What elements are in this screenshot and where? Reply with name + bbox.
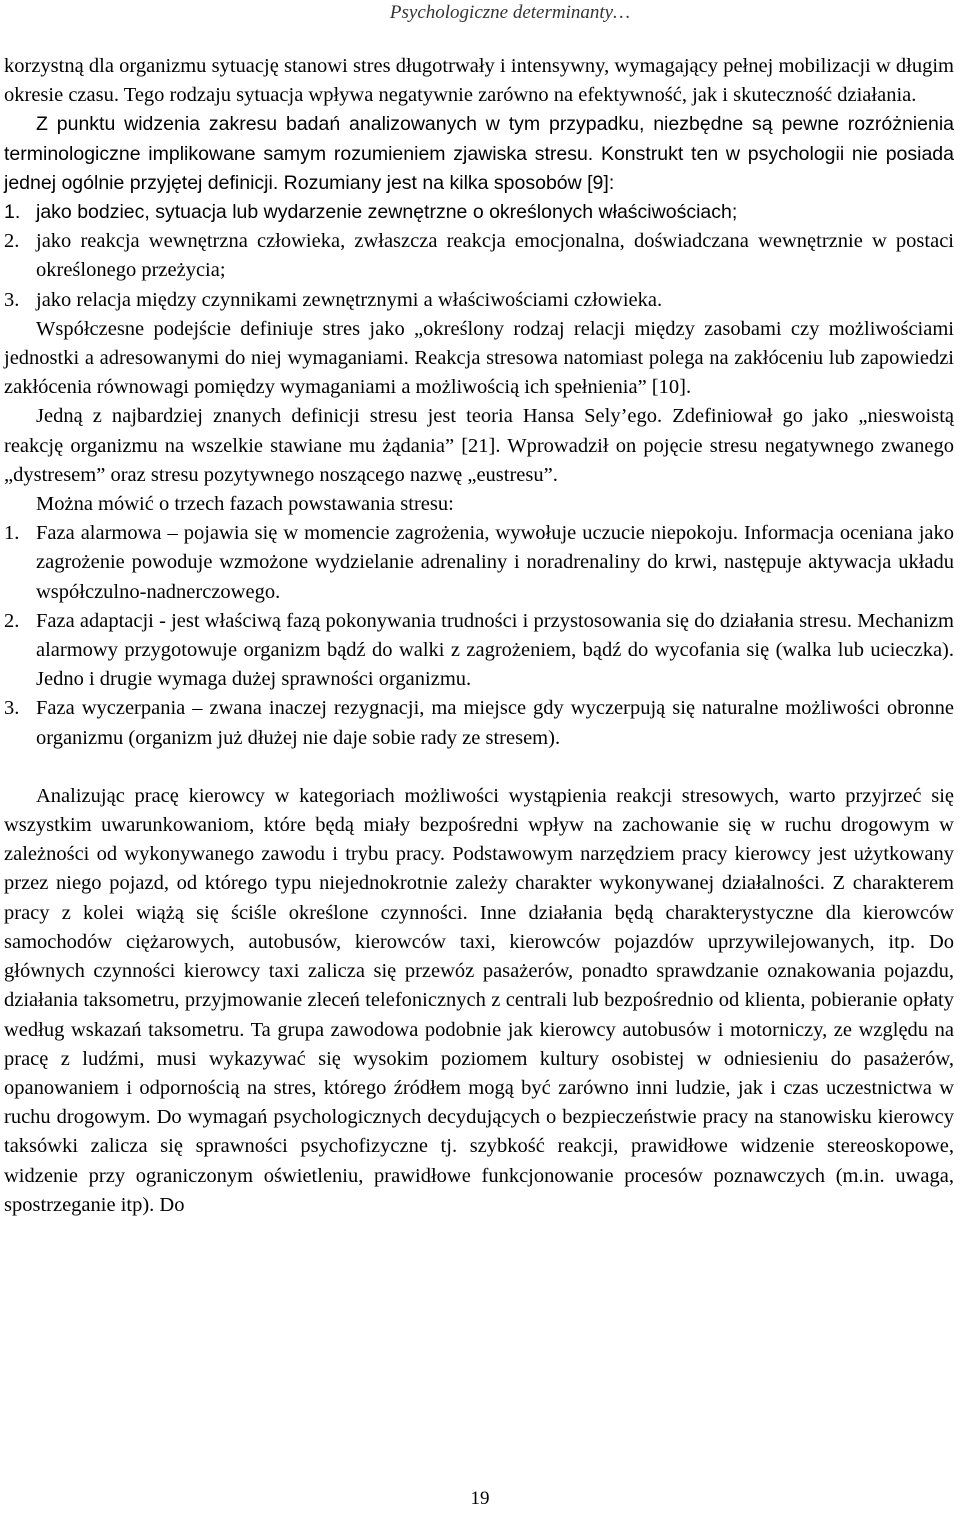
list-item-number: 3.	[4, 697, 20, 720]
paragraph-intro: korzystną dla organizmu sytuację stanowi stres długotrwały i intensywny, wymagający pełnej mobilizacji w długim okresie czasu. Tego rodzaju sytuacja wpływa negatywnie zarówno na efektywność, jak i skuteczność działania.	[4, 55, 954, 107]
list-item-number: 1.	[4, 522, 20, 545]
stress-phases-list	[4, 519, 954, 753]
list-item-text: Faza alarmowa – pojawia się w momencie zagrożenia, wywołuje uczucie niepokoju. Informacja oceniana jako zagrożenie powoduje wzmożone wydzielanie adrenaliny i noradrenaliny do krwi, następuje aktywacja układu współczulno-nadnerczowego.	[36, 522, 954, 603]
list-item-number: 2.	[4, 609, 20, 632]
list-item	[4, 519, 954, 607]
list-item-text: jako bodziec, sytuacja lub wydarzenie zewnętrzne o określonych właściwościach;	[36, 201, 738, 224]
list-item-text: Faza wyczerpania – zwana inaczej rezygnacji, ma miejsce gdy wyczerpują się naturalne możliwości obronne organizmu (organizm już dłużej nie daje sobie rady ze stresem).	[36, 697, 954, 749]
body-text	[4, 52, 954, 1220]
list-item-text: jako reakcja wewnętrzna człowieka, zwłaszcza reakcja emocjonalna, doświadczana wewnętrznie w postaci określonego przeżycia;	[36, 230, 954, 282]
list-item	[4, 694, 954, 752]
paragraph-phases-intro: Można mówić o trzech fazach powstawania stresu:	[36, 493, 454, 516]
paragraph-spacer	[4, 753, 954, 782]
paragraph-modern-approach: Współczesne podejście definiuje stres jako „określony rodzaj relacji między zasobami czy możliwościami jednostki a adresowanymi do niej wymaganiami. Reakcja stresowa natomiast polega na zakłóceniu lub zapowiedzi zakłócenia równowagi pomiędzy wymaganiami a możliwością ich spełnienia” [10].	[4, 317, 954, 399]
list-item	[4, 286, 954, 315]
running-header: Psychologiczne determinanty…	[389, 2, 630, 23]
paragraph-definitions: Z punktu widzenia zakresu badań analizowanych w tym przypadku, niezbędne są pewne rozróżnienia terminologiczne implikowane samym rozumieniem zjawiska stresu. Konstrukt ten w psychologii nie posiada jednej ogólnie przyjętej definicji. Rozumiany jest na kilka sposobów [9]:	[4, 113, 954, 194]
page-number: 19	[470, 1488, 490, 1509]
list-item	[4, 198, 954, 227]
paragraph-driver-analysis: Analizując pracę kierowcy w kategoriach możliwości wystąpienia reakcji stresowych, warto przyjrzeć się wszystkim uwarunkowaniom, które będą miały bezpośredni wpływ na zachowanie się w ruchu drogowym w zależności od wykonywanego zawodu i trybu pracy. Podstawowym narzędziem pracy kierowcy jest użytkowany przez niego pojazd, od którego typu niejednokrotnie zależy charakter wykonywanej działalności. Z charakterem pracy z kolei wiążą się ściśle określone czynności. Inne działania będą charakterystyczne dla kierowców samochodów ciężarowych, autobusów, kierowców taxi, kierowców pojazdów uprzywilejowanych, itp. Do głównych czynności kierowcy taxi zalicza się przewóz pasażerów, ponadto sprawdzanie oznakowania pojazdu, działania taksometru, przyjmowanie zleceń telefonicznych z centrali lub bezpośrednio od klienta, pobieranie opłaty według wskazań taksometru. Ta grupa zawodowa podobnie jak kierowcy autobusów i motorniczy, ze względu na pracę z ludźmi, musi wykazywać się wysokim poziomem kultury osobistej w odniesieniu do pasażerów, opanowaniem i odpornością na stres, którego źródłem mogą być zarówno inni ludzie, jak i czas uczestnictwa w ruchu drogowym. Do wymagań psychologicznych decydujących o bezpieczeństwie pracy na stanowisku kierowcy taksówki zalicza się sprawności psychofizyczne tj. szybkość reakcji, prawidłowe widzenie stereoskopowe, widzenie przy ograniczonym oświetleniu, prawidłowe funkcjonowanie procesów poznawczych (m.in. uwaga, spostrzeganie itp). Do	[4, 784, 954, 1216]
paragraph-selye-theory: Jedną z najbardziej znanych definicji stresu jest teoria Hansa Sely’ego. Zdefiniował go jako „nieswoistą reakcję organizmu na wszelkie stawiane mu żądania” [21]. Wprowadził on pojęcie stresu negatywnego zwanego „dystresem” oraz stresu pozytywnego noszącego nazwę „eustresu”.	[4, 405, 954, 486]
list-item-text: Faza adaptacji - jest właściwą fazą pokonywania trudności i przystosowania się do działania stresu. Mechanizm alarmowy przygotowuje organizm bądź do walki z zagrożeniem, bądź do wycofania się (walka lub ucieczka). Jedno i drugie wymaga dużej sprawności organizmu.	[36, 609, 954, 691]
list-item	[4, 227, 954, 285]
stress-definitions-list	[4, 198, 954, 227]
list-item-number: 3.	[4, 288, 20, 311]
list-item-text: jako relacja między czynnikami zewnętrznymi a właściwościami człowieka.	[36, 288, 663, 311]
list-item	[4, 607, 954, 695]
stress-definitions-list-cont	[4, 227, 954, 315]
list-item-number: 2.	[4, 230, 20, 253]
list-item-number: 1.	[4, 201, 21, 224]
